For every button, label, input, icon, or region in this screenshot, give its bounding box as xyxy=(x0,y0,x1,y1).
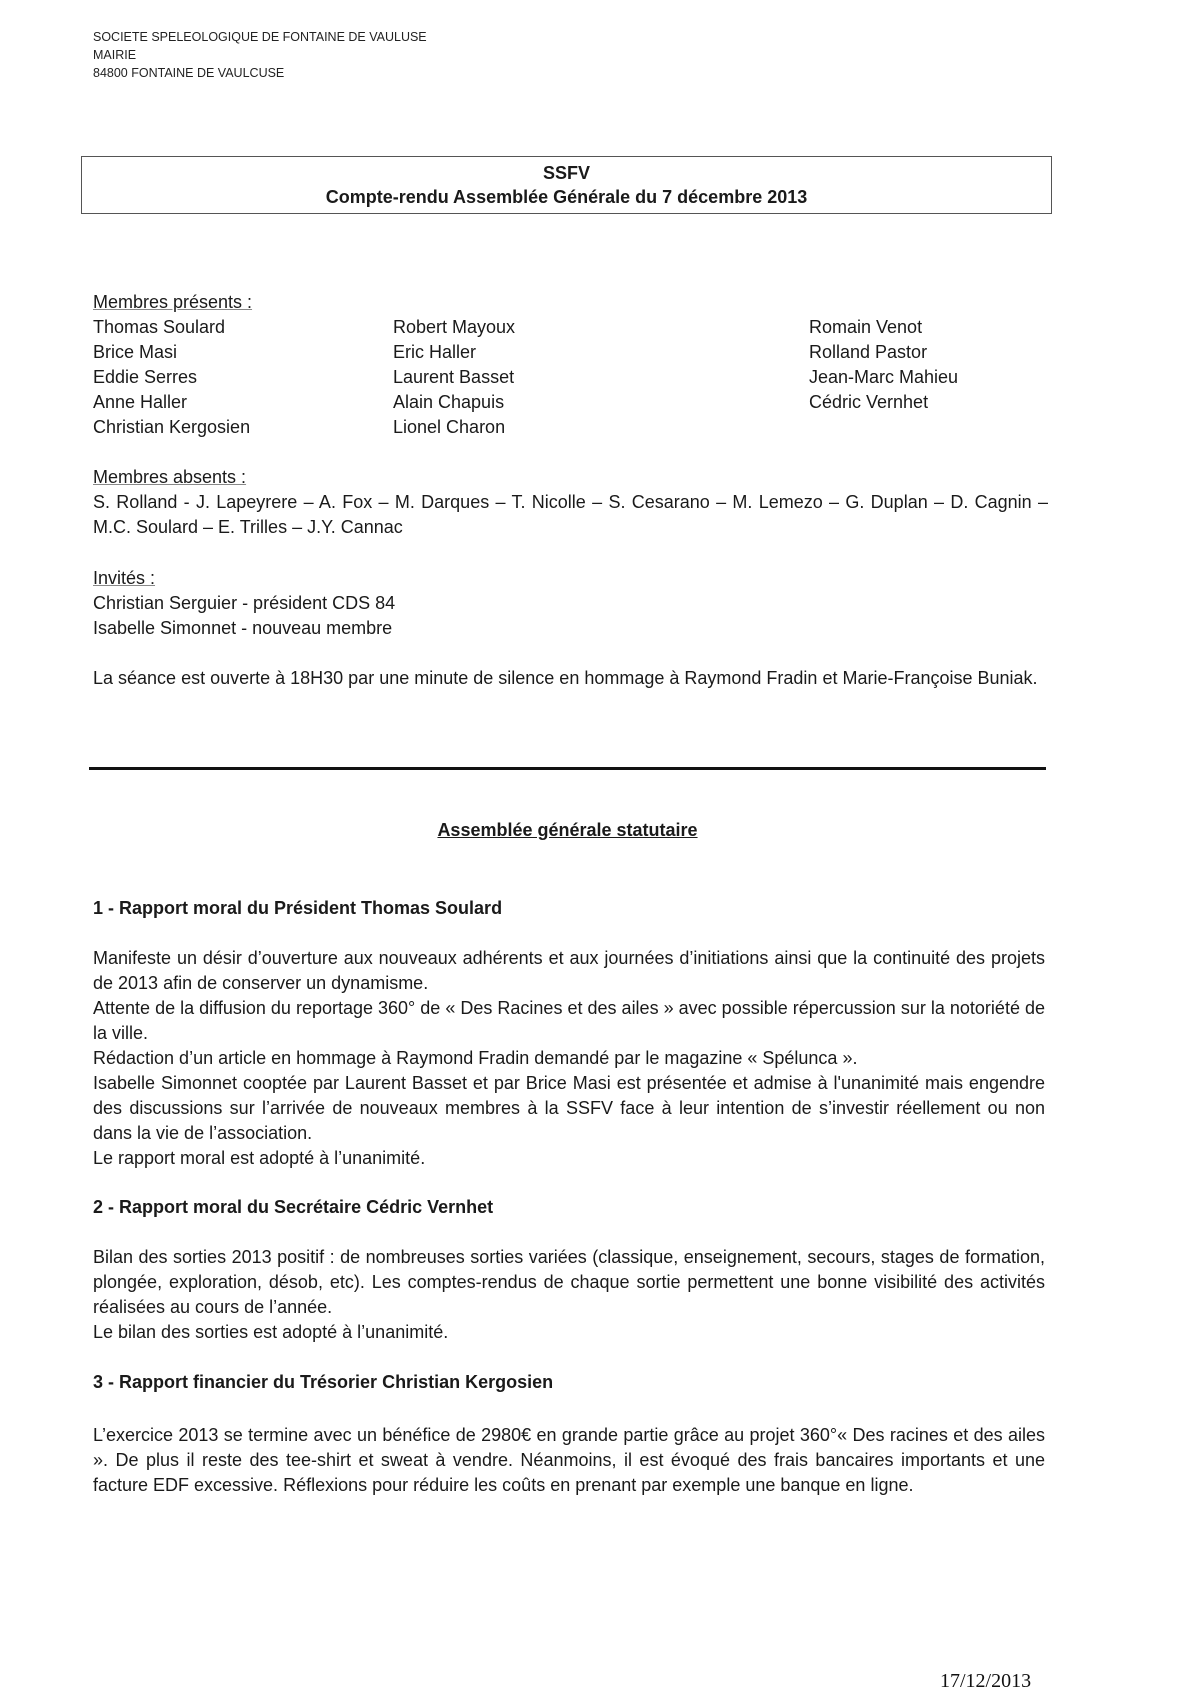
member-name: Robert Mayoux xyxy=(393,317,516,337)
paragraph: Attente de la diffusion du reportage 360° de « Des Racines et des ailes » avec possible répercussion sur la notoriété de la ville. xyxy=(93,998,1045,1043)
member-name: Thomas Soulard xyxy=(93,317,226,337)
section-1-body xyxy=(93,946,1045,1171)
paragraph: Manifeste un désir d’ouverture aux nouveaux adhérents et aux journées d’initiations ainsi que la continuité des projets de 2013 afin de conserver un dynamisme. xyxy=(93,948,1045,993)
member-name: Anne Haller xyxy=(93,392,188,412)
paragraph: Isabelle Simonnet cooptée par Laurent Basset et par Brice Masi est présentée et admise à l'unanimité mais engendre des discussions sur l’arrivée de nouveaux membres à la SSFV face à leur intention de s’investir réellement ou non dans la vie de l’association. xyxy=(93,1073,1045,1143)
organization-address xyxy=(93,28,427,82)
address-line-city: 84800 FONTAINE DE VAULCUSE xyxy=(93,66,285,80)
members-present-column-1 xyxy=(93,315,250,440)
guest-item: Isabelle Simonnet - nouveau membre xyxy=(93,618,393,638)
paragraph: L’exercice 2013 se termine avec un bénéfice de 2980€ en grande partie grâce au projet 360°« Des racines et des ailes ». De plus il reste des tee-shirt et sweat à vendre. Néanmoins, il est évoqué des frais bancaires importants et une facture EDF excessive. Réflexions pour réduire les coûts en prenant par exemple une banque en ligne. xyxy=(93,1425,1045,1495)
members-absent-section xyxy=(93,465,1048,540)
member-name: Jean-Marc Mahieu xyxy=(809,367,959,387)
member-name: Alain Chapuis xyxy=(393,392,505,412)
member-name: Eric Haller xyxy=(393,342,477,362)
members-present-heading: Membres présents : xyxy=(93,292,253,312)
paragraph: Le bilan des sorties est adopté à l’unanimité. xyxy=(93,1322,449,1342)
paragraph: Rédaction d’un article en hommage à Raymond Fradin demandé par le magazine « Spélunca ». xyxy=(93,1048,858,1068)
member-name: Lionel Charon xyxy=(393,417,506,437)
document-title-box xyxy=(81,156,1052,214)
members-present-column-2 xyxy=(393,315,515,440)
opening-statement: La séance est ouverte à 18H30 par une minute de silence en hommage à Raymond Fradin et Marie-Françoise Buniak. xyxy=(93,668,1038,688)
section-1-heading: 1 - Rapport moral du Président Thomas Soulard xyxy=(93,898,503,918)
title-subtitle: Compte-rendu Assemblée Générale du 7 décembre 2013 xyxy=(325,187,808,207)
address-line-mairie: MAIRIE xyxy=(93,48,137,62)
guests-section xyxy=(93,566,395,641)
member-name: Christian Kergosien xyxy=(93,417,251,437)
members-absent-heading: Membres absents : xyxy=(93,467,247,487)
title-acronym: SSFV xyxy=(542,163,590,183)
member-name: Rolland Pastor xyxy=(809,342,928,362)
section-2-body xyxy=(93,1245,1045,1345)
paragraph: Le rapport moral est adopté à l’unanimité. xyxy=(93,1148,426,1168)
guests-heading: Invités : xyxy=(93,568,156,588)
members-absent-list: S. Rolland - J. Lapeyrere – A. Fox – M. Darques – T. Nicolle – S. Cesarano – M. Lemezo – G. Duplan – D. Cagnin – M.C. Soulard – E. Trilles – J.Y. Cannac xyxy=(93,492,1048,537)
section-2-heading: 2 - Rapport moral du Secrétaire Cédric Vernhet xyxy=(93,1197,494,1217)
section-divider xyxy=(89,767,1046,770)
section-3-body xyxy=(93,1423,1045,1498)
member-name: Cédric Vernhet xyxy=(809,392,929,412)
paragraph: Bilan des sorties 2013 positif : de nombreuses sorties variées (classique, enseignement, secours, stages de formation, plongée, exploration, désob, etc). Les comptes-rendus de chaque sortie permettent une bonne visibilité des activités réalisées au cours de l’année. xyxy=(93,1247,1045,1317)
members-present-column-3 xyxy=(809,315,958,415)
member-name: Eddie Serres xyxy=(93,367,198,387)
member-name: Romain Venot xyxy=(809,317,923,337)
member-name: Brice Masi xyxy=(93,342,178,362)
main-section-heading: Assemblée générale statutaire xyxy=(437,820,698,840)
footer-date: 17/12/2013 xyxy=(940,1670,1032,1692)
guest-item: Christian Serguier - président CDS 84 xyxy=(93,593,396,613)
address-line-org: SOCIETE SPELEOLOGIQUE DE FONTAINE DE VAULUSE xyxy=(93,30,427,44)
member-name: Laurent Basset xyxy=(393,367,515,387)
section-3-heading: 3 - Rapport financier du Trésorier Christian Kergosien xyxy=(93,1372,554,1392)
